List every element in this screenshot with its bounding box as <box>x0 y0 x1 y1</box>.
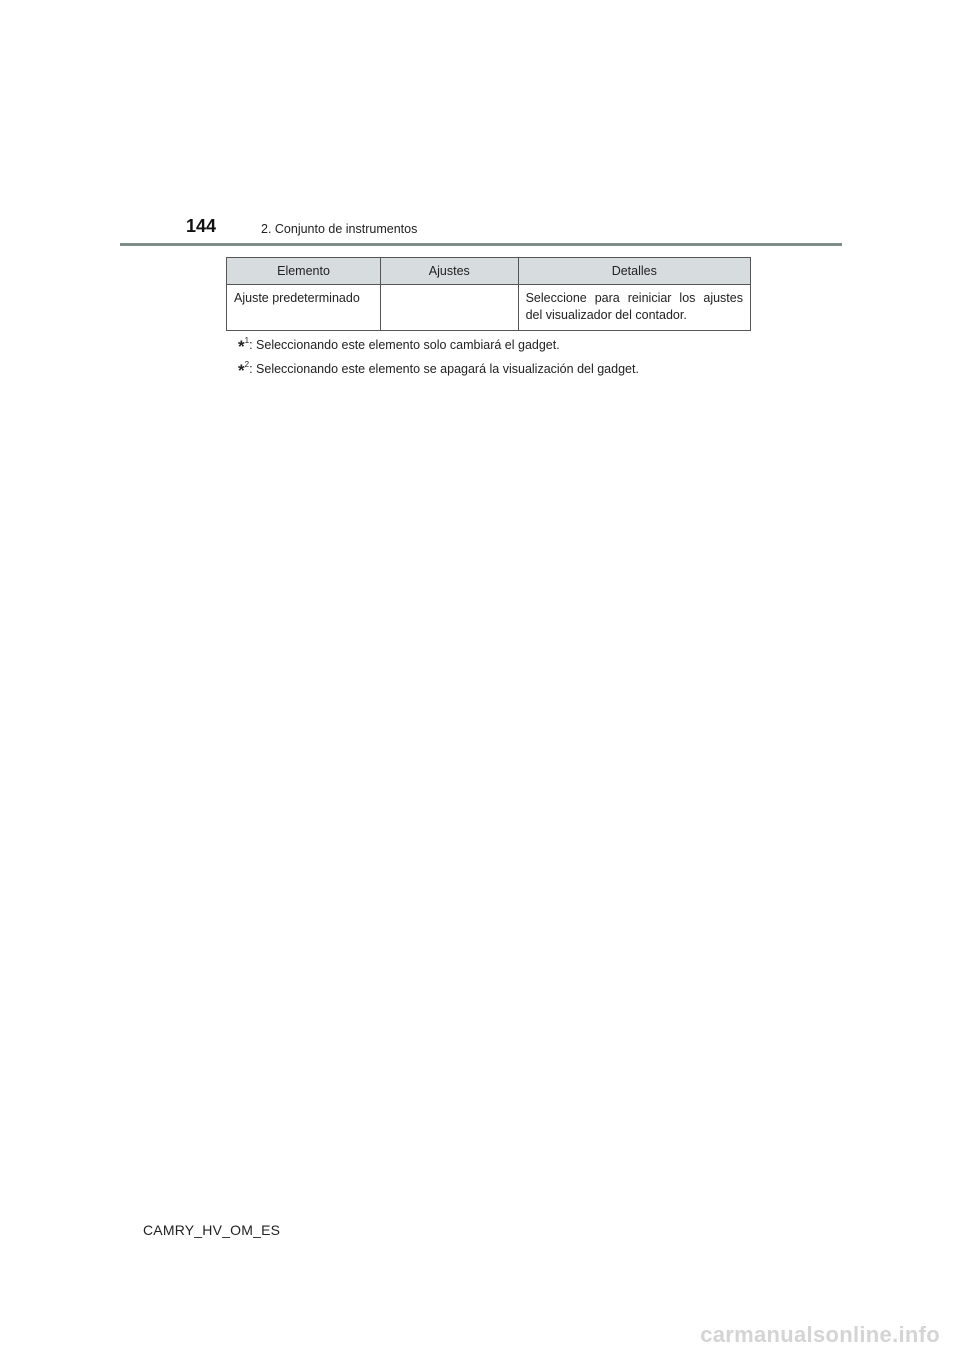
column-header-detalles: Detalles <box>518 258 750 285</box>
column-header-elemento: Elemento <box>227 258 381 285</box>
document-code: CAMRY_HV_OM_ES <box>143 1222 281 1238</box>
page-number: 144 <box>186 216 217 236</box>
header-rule <box>120 243 842 246</box>
footnote-asterisk: * <box>238 337 245 356</box>
watermark: carmanualsonline.info <box>700 1322 940 1347</box>
footnote-text: : Seleccionando este elemento solo cambiará el gadget. <box>249 338 560 352</box>
cell-ajustes <box>381 285 519 331</box>
footnote-number: 2 <box>244 360 250 369</box>
cell-detalles: Seleccione para reiniciar los ajustes del visualizador del contador. <box>518 285 750 331</box>
footnote-asterisk: * <box>238 361 245 380</box>
cell-elemento: Ajuste predeterminado <box>227 285 381 331</box>
settings-table <box>226 257 751 331</box>
section-title: 2. Conjunto de instrumentos <box>261 222 418 236</box>
footnote-number: 1 <box>244 336 250 345</box>
footnote-text: : Seleccionando este elemento se apagará la visualización del gadget. <box>249 362 639 376</box>
footnote-1 <box>238 336 560 357</box>
column-header-ajustes: Ajustes <box>381 258 519 285</box>
table-row <box>227 285 751 331</box>
footnote-2 <box>238 360 639 381</box>
table-header-row <box>227 258 751 285</box>
